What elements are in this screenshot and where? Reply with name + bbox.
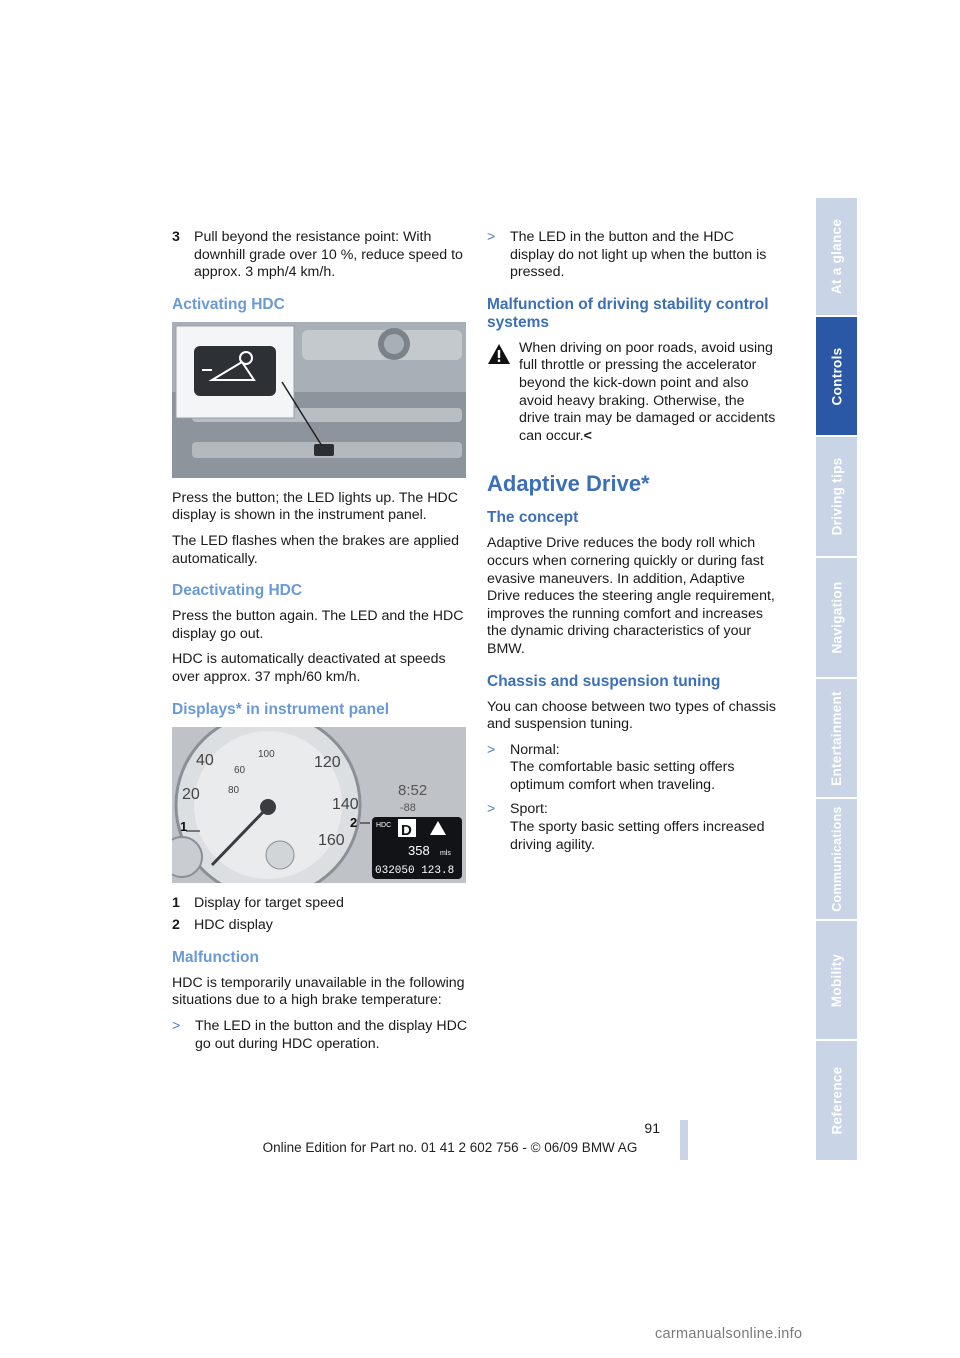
adaptive-drive-heading: Adaptive Drive* (487, 471, 650, 497)
speed-60: 60 (234, 764, 246, 776)
deactivating-paragraph-1: Press the button again. The LED and the HDC display go out. (172, 608, 464, 642)
malfunction-paragraph: HDC is temporarily unavailable in the following situations due to a high brake temperature: (172, 974, 465, 1009)
activating-hdc-heading: Activating HDC (172, 295, 285, 313)
tab-driving-tips[interactable]: Driving tips (829, 457, 845, 536)
page-number: 91 (644, 1120, 660, 1136)
speed-100: 100 (258, 748, 275, 760)
callout-2: 2 (350, 814, 358, 830)
tab-communications[interactable]: Communications (829, 806, 844, 912)
deactivating-paragraph-2: HDC is automatically deactivated at speeds over approx. 37 mph/60 km/h. (172, 651, 446, 685)
tab-mobility[interactable]: Mobility (829, 953, 844, 1007)
bullet-marker-icon: > (487, 741, 496, 758)
concept-heading: The concept (487, 509, 579, 527)
right-column (487, 229, 779, 861)
hdc-button-figure (172, 322, 466, 478)
bullet-text: The LED in the button and the HDC display do not light up when the button is pressed. (510, 229, 767, 281)
hdc-label: HDC (376, 821, 392, 829)
step-number: 3 (172, 229, 180, 245)
legend-number: 1 (172, 894, 180, 911)
hdc-console-illustration (172, 322, 466, 478)
left-column (172, 229, 468, 1060)
malfunction-bullet-1 (172, 1018, 468, 1053)
range-readout: 358 (408, 842, 430, 858)
activating-paragraph-2: The LED flashes when the brakes are applied automatically. (172, 532, 460, 567)
option-desc: The sporty basic setting offers increased driving agility. (510, 819, 765, 853)
tab-controls[interactable]: Controls (816, 317, 857, 435)
tab-navigation[interactable]: Navigation (829, 581, 845, 654)
malfunction-bullet-2 (487, 229, 779, 282)
tab-entertainment[interactable]: Entertainment (829, 690, 845, 786)
warning-triangle-icon (487, 340, 519, 446)
speed-160: 160 (318, 831, 345, 849)
option-sport (487, 801, 779, 854)
activating-paragraph-1: Press the button; the LED lights up. The HDC display is shown in the instrument panel. (172, 489, 459, 524)
option-name: Normal: (510, 741, 560, 758)
concept-paragraph: Adaptive Drive reduces the body roll which occurs when cornering quickly or during fast evasive maneuvers. In addition, Adaptive Drive reduces the steering angle requirement, improves the running comfort and increases the dynamic driving characteristics of your BMW. (487, 535, 775, 657)
speed-20: 20 (182, 785, 200, 803)
bullet-marker-icon: > (487, 229, 496, 245)
bullet-marker-icon: > (487, 801, 496, 818)
step-3 (172, 229, 468, 282)
callout-1: 1 (180, 818, 188, 834)
step-text: Pull beyond the resistance point: With downhill grade over 10 %, reduce speed to approx. 3 mph/4 km/h. (194, 229, 463, 281)
option-name: Sport: (510, 801, 548, 818)
malfunction-heading: Malfunction (172, 948, 259, 966)
chassis-heading: Chassis and suspension tuning (487, 672, 721, 690)
legend-text: Display for target speed (194, 894, 344, 911)
speed-120: 120 (314, 753, 341, 771)
warning-text: When driving on poor roads, avoid using full throttle or pressing the accelerator beyond the kick-down point and also avoid heavy braking. Otherwise, the drive train may be damaged or accidents can occur. (519, 339, 776, 444)
odometer-readout: 032050 123.8 (375, 864, 455, 877)
tab-at-a-glance[interactable]: At a glance (829, 218, 845, 295)
temp-readout: -88 (400, 801, 416, 814)
range-unit: mls (440, 849, 451, 857)
legend-text: HDC display (194, 917, 273, 934)
tab-reference[interactable]: Reference (829, 1066, 844, 1135)
bullet-text: The LED in the button and the display HDC go out during HDC operation. (195, 1017, 468, 1052)
option-desc: The comfortable basic setting offers optimum comfort when traveling. (510, 759, 735, 793)
legend-number: 2 (172, 917, 180, 934)
deactivating-hdc-heading: Deactivating HDC (172, 582, 303, 600)
watermark: carmanualsonline.info (655, 1326, 803, 1342)
option-normal (487, 742, 779, 795)
footer-edition: Online Edition for Part no. 01 41 2 602 756 - © 06/09 BMW AG (262, 1140, 638, 1155)
speed-40: 40 (196, 751, 214, 769)
end-mark: < (583, 427, 592, 444)
gear-indicator: D (401, 821, 412, 839)
speed-80: 80 (228, 784, 240, 796)
legend-item-1 (172, 895, 468, 913)
clock-readout: 8:52 (398, 781, 428, 799)
warning-note (487, 340, 779, 446)
chassis-paragraph: You can choose between two types of chassis and suspension tuning. (487, 698, 776, 733)
speed-140: 140 (332, 795, 359, 813)
legend-item-2 (172, 917, 468, 935)
malfunction-dsc-heading: Malfunction of driving stability control systems (487, 295, 769, 331)
instrument-panel-figure (172, 727, 466, 883)
bullet-marker-icon: > (172, 1017, 181, 1034)
instrument-panel-illustration (172, 727, 466, 883)
chapter-sidebar (816, 198, 857, 1160)
displays-heading: Displays* in instrument panel (172, 700, 390, 718)
